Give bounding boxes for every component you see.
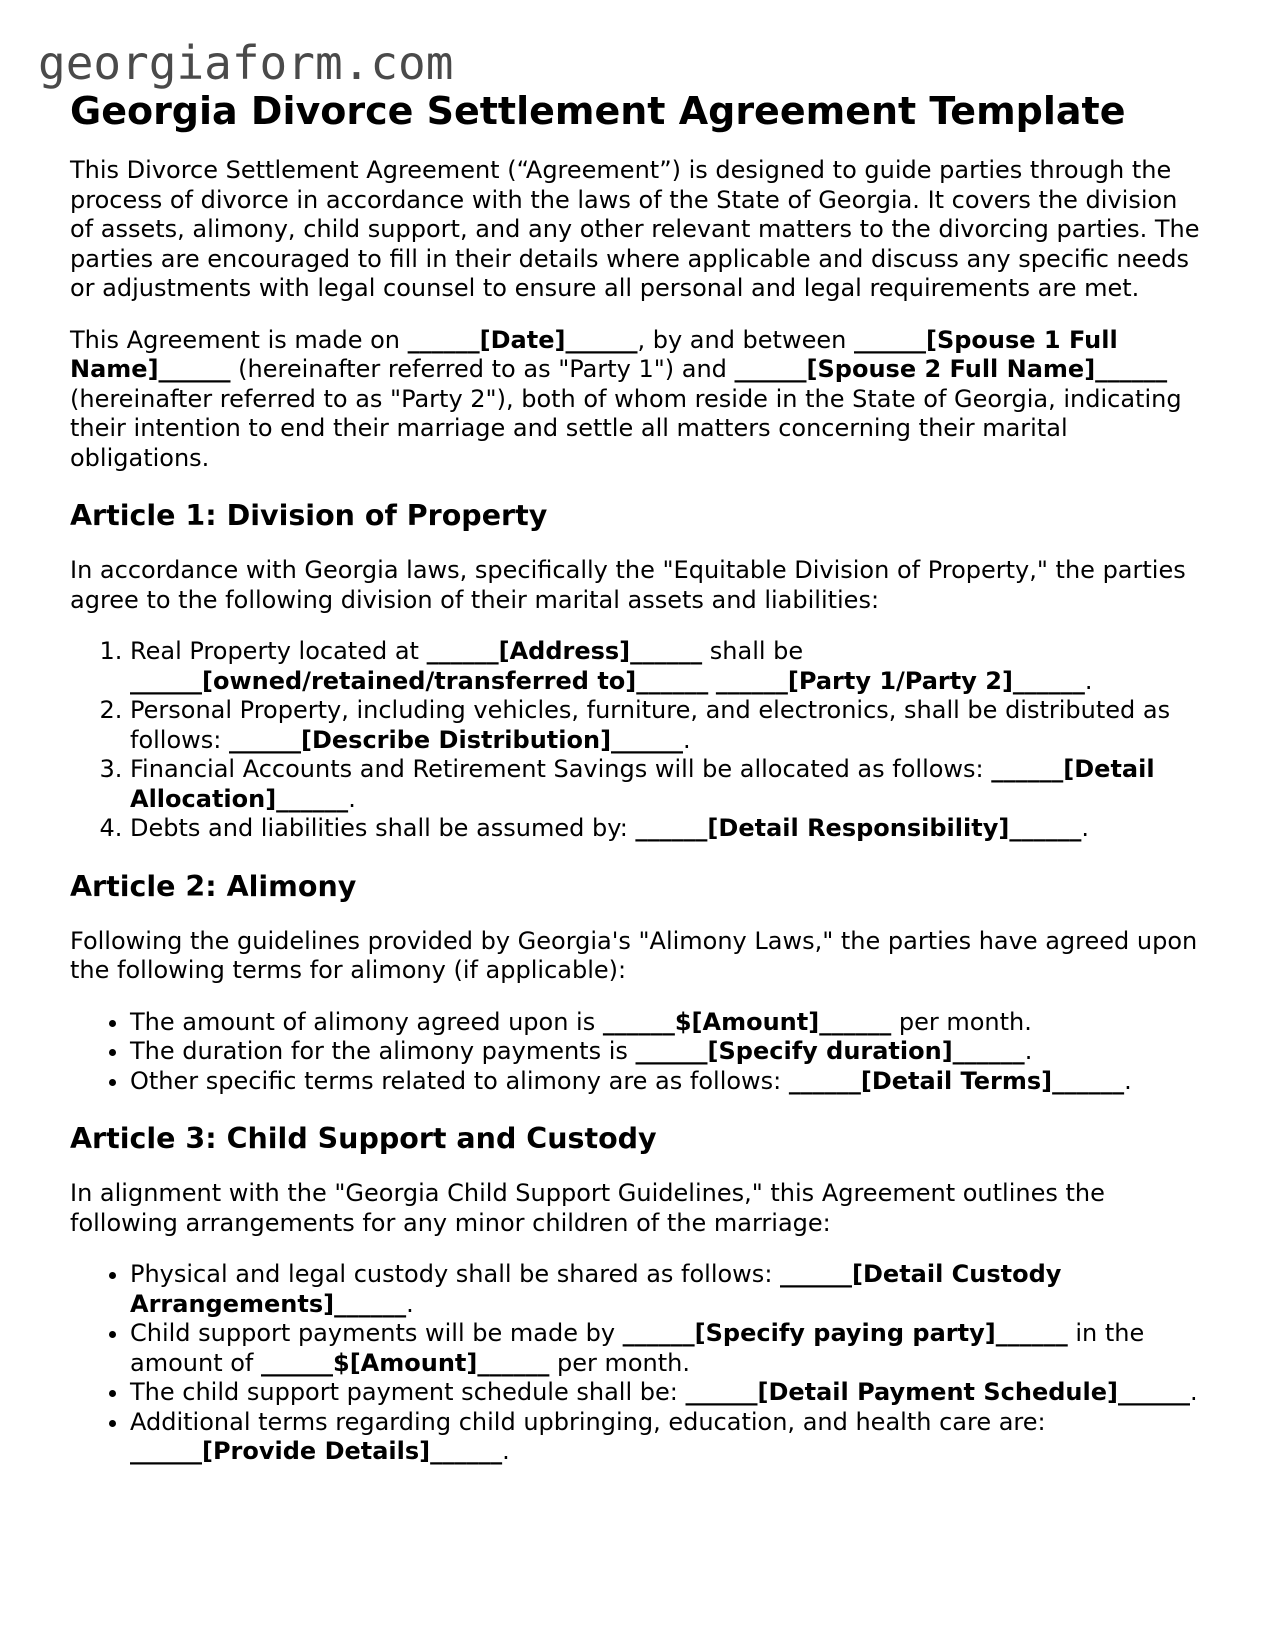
list-item (130, 637, 1200, 696)
article1-heading: Article 1: Division of Property (70, 499, 548, 532)
distribution-field: ______[Describe Distribution]______ (229, 725, 684, 754)
list-item (130, 1319, 1200, 1378)
spouse2-field: ______[Spouse 2 Full Name]______ (734, 355, 1168, 383)
date-field: ______[Date]______ (407, 325, 638, 354)
page-title: Georgia Divorce Settlement Agreement Template (70, 89, 1126, 133)
alimony-duration-field: ______[Specify duration]______ (635, 1037, 1025, 1065)
article3-list (70, 1260, 1200, 1467)
item-text: . (502, 1437, 510, 1465)
item-text: per month. (549, 1348, 691, 1377)
item-text: Debts and liabilities shall be assumed by: (130, 814, 636, 842)
intro-paragraph: This Divorce Settlement Agreement (“Agreement”) is designed to guide parties through the process of divorce in accordance with the laws of the State of Georgia. It covers the division of assets, alimony, child support, and any other relevant matters to the divorcing parties. The parties are encouraged to fill in their details where applicable and discuss any specific needs or adjustments with legal counsel to ensure all personal and legal requirements are met. (70, 156, 1200, 302)
agreement-text: (hereinafter referred to as "Party 2"), both of whom reside in the State of Georgia, indicating their intention to end their marriage and settle all matters concerning their marital obligations. (70, 384, 1182, 472)
custody-field: ______[Detail Custody Arrangements]______ (130, 1260, 1062, 1318)
address-field: ______[Address]______ (426, 637, 703, 665)
article3-text: In alignment with the "Georgia Child Support Guidelines," this Agreement outlines the following arrangements for any minor children of the marriage: (70, 1179, 1105, 1237)
item-text: Real Property located at (130, 637, 427, 665)
alimony-amount-field: ______$[Amount]______ (602, 1007, 892, 1036)
item-text: The amount of alimony agreed upon is (130, 1007, 603, 1036)
item-text: . (1084, 666, 1093, 695)
responsibility-field: ______[Detail Responsibility]______ (635, 814, 1082, 842)
item-text: . (1189, 1378, 1198, 1406)
list-item (130, 1067, 1200, 1097)
item-text: Child support payments will be made by (130, 1319, 623, 1347)
ownership-field: ______[owned/retained/transferred to]______ (130, 666, 709, 695)
item-text: Additional terms regarding child upbringing, education, and health care are: (130, 1407, 1046, 1436)
article3-heading: Article 3: Child Support and Custody (70, 1122, 657, 1155)
item-text: . (683, 725, 691, 754)
item-text: . (406, 1289, 414, 1318)
article2-text: Following the guidelines provided by Georgia's "Alimony Laws," the parties have agreed upon the following terms for alimony (if applicable): (70, 926, 1198, 984)
list-item (130, 696, 1200, 755)
agreement-text: , by and between (637, 325, 854, 354)
payment-schedule-field: ______[Detail Payment Schedule]______ (685, 1378, 1190, 1406)
item-text: . (1081, 814, 1089, 842)
list-item (130, 755, 1200, 814)
item-text: shall be (702, 637, 804, 665)
watermark: georgiaform.com (38, 36, 454, 90)
item-text: per month. (891, 1007, 1032, 1036)
article2-list (70, 1008, 1200, 1097)
item-text: . (348, 784, 356, 813)
item-text: The child support payment schedule shall be: (130, 1378, 686, 1406)
list-item (130, 1260, 1200, 1319)
item-text: Physical and legal custody shall be shared as follows: (130, 1260, 781, 1288)
list-item (130, 1378, 1200, 1408)
list-item (130, 1408, 1200, 1467)
spouse1-field: ______[Spouse 1 Full Name]______ (70, 325, 1118, 383)
list-item (130, 1008, 1200, 1038)
item-text: The duration for the alimony payments is (130, 1037, 636, 1065)
allocation-field: ______[Detail Allocation]______ (130, 755, 1155, 813)
party-field: ______[Party 1/Party 2]______ (715, 666, 1085, 695)
item-text: Personal Property, including vehicles, furniture, and electronics, shall be distributed as follows: (130, 696, 1171, 754)
agreement-paragraph (70, 326, 1200, 474)
article2-heading: Article 2: Alimony (70, 869, 357, 903)
item-text: . (1024, 1037, 1033, 1065)
item-text (708, 667, 716, 695)
alimony-terms-field: ______[Detail Terms]______ (788, 1066, 1125, 1095)
article1-text: In accordance with Georgia laws, specifically the "Equitable Division of Property," the parties agree to the following division of their marital assets and liabilities: (70, 556, 1186, 614)
agreement-text: (hereinafter referred to as "Party 1") and (230, 355, 735, 383)
item-text: Other specific terms related to alimony are as follows: (130, 1066, 789, 1095)
item-text: Financial Accounts and Retirement Savings will be allocated as follows: (130, 755, 992, 783)
list-item (130, 1037, 1200, 1067)
item-text: in the amount of (130, 1319, 1145, 1377)
article1-list (70, 637, 1200, 844)
list-item (130, 814, 1200, 844)
document (70, 86, 1200, 1467)
details-field: ______[Provide Details]______ (130, 1437, 503, 1465)
agreement-text: This Agreement is made on (70, 325, 408, 354)
paying-party-field: ______[Specify paying party]______ (622, 1319, 1068, 1347)
support-amount-field: ______$[Amount]______ (261, 1348, 550, 1377)
item-text: . (1124, 1066, 1132, 1095)
